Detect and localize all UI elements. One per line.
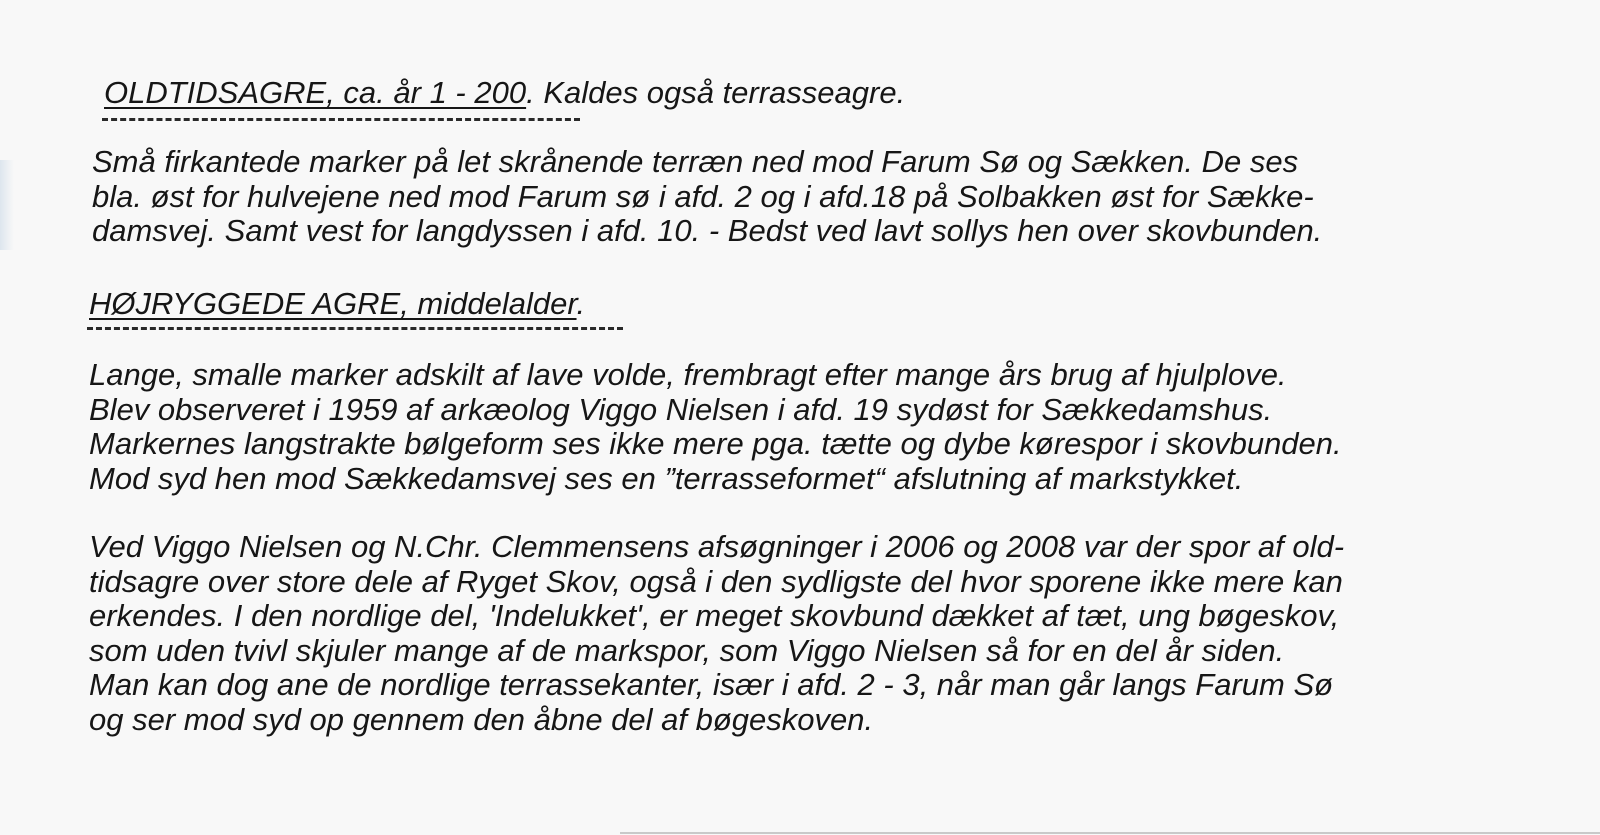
scan-edge-shadow (0, 160, 14, 250)
heading-oldtidsagre-rule (102, 118, 580, 121)
paragraph-line: Små firkantede marker på let skrånende terræn ned mod Farum Sø og Sækken. De ses (92, 144, 1299, 179)
heading-oldtidsagre (104, 74, 905, 112)
paragraph-hojryggede-agre (89, 358, 1342, 496)
paragraph-line: og ser mod syd op gennem den åbne del af bøgeskoven. (89, 701, 874, 737)
paragraph-line: Blev observeret i 1959 af arkæolog Viggo Nielsen i afd. 19 sydøst for Sækkedamshus. (89, 391, 1273, 427)
paragraph-oldtidsagre (92, 145, 1322, 249)
heading-hojryggede-agre-underlined: HØJRYGGEDE AGRE, middelalder (89, 286, 577, 321)
paragraph-line: erkendes. I den nordlige del, 'Indelukket', er meget skovbund dækket af tæt, ung bøgeskov, (89, 598, 1340, 633)
heading-oldtidsagre-underlined: OLDTIDSAGRE, ca. år 1 - 200 (104, 75, 527, 110)
heading-hojryggede-agre-rule (87, 327, 623, 330)
paragraph-line: som uden tvivl skjuler mange af de markspor, som Viggo Nielsen så for en del år siden. (89, 632, 1285, 668)
paragraph-line: Mod syd hen mod Sækkedamsvej ses en ”terrasseformet“ afslutning af markstykket. (89, 460, 1244, 496)
scan-bottom-edge (620, 832, 1600, 834)
heading-oldtidsagre-rest: . Kaldes også terrasseagre. (526, 75, 906, 110)
paragraph-line: Lange, smalle marker adskilt af lave volde, frembragt efter mange års brug af hjulplove. (89, 357, 1287, 392)
paragraph-line: damsvej. Samt vest for langdyssen i afd. 10. - Bedst ved lavt sollys hen over skovbunden. (92, 213, 1323, 248)
paragraph-line: bla. øst for hulvejene ned mod Farum sø i afd. 2 og i afd.18 på Solbakken øst for Sække- (92, 178, 1314, 214)
paragraph-afsogninger (89, 530, 1344, 737)
paragraph-line: Man kan dog ane de nordlige terrassekanter, især i afd. 2 - 3, når man går langs Farum Sø (89, 667, 1334, 702)
paragraph-line: tidsagre over store dele af Ryget Skov, også i den sydligste del hvor sporene ikke mere kan (89, 563, 1343, 599)
heading-hojryggede-agre-rest: . (576, 286, 586, 321)
paragraph-line: Markernes langstrakte bølgeform ses ikke mere pga. tætte og dybe kørespor i skovbunden. (89, 426, 1342, 461)
heading-hojryggede-agre (89, 285, 585, 323)
paragraph-line: Ved Viggo Nielsen og N.Chr. Clemmensens afsøgninger i 2006 og 2008 var der spor af old- (89, 529, 1345, 564)
